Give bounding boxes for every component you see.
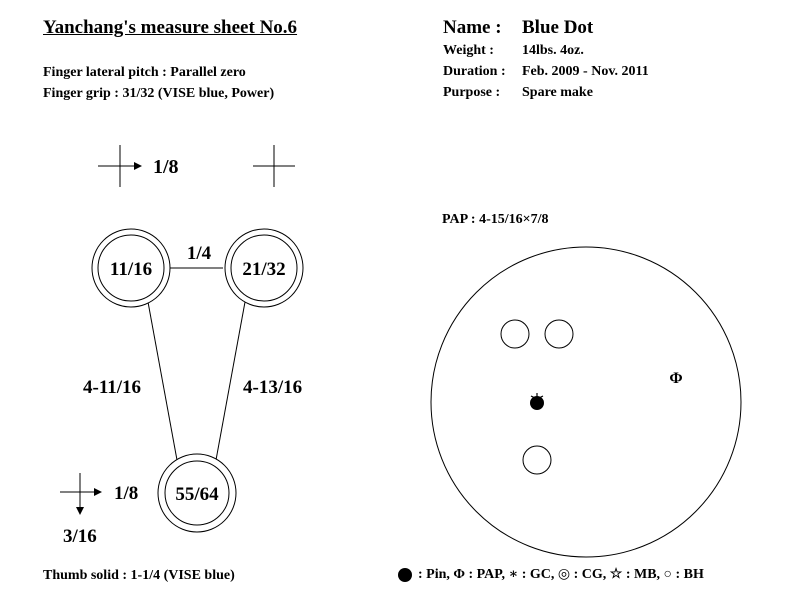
ball-thumb-hole (523, 446, 551, 474)
ball-name: Blue Dot (522, 17, 594, 38)
ball-name-label: Name : (443, 17, 502, 38)
pitch-crosshair-arrow-icon (98, 145, 140, 187)
legend-pin-icon (398, 568, 412, 582)
thumb-down-arrowhead-icon (76, 507, 84, 515)
right-finger-size: 21/32 (242, 259, 286, 280)
finger-lateral-pitch: Finger lateral pitch : Parallel zero (43, 65, 246, 80)
weight-label: Weight : (443, 43, 494, 58)
bowling-ball-outline (431, 247, 741, 557)
legend: : Pin, Φ : PAP, ∗ : GC, ◎ : CG, ☆ : MB, ○ : BH (418, 567, 704, 582)
duration-value: Feb. 2009 - Nov. 2011 (522, 64, 649, 79)
thumb-forward-pitch: 3/16 (63, 526, 97, 547)
thumb-right-arrowhead-icon (94, 488, 102, 496)
purpose-value: Spare make (522, 85, 593, 100)
left-span-label: 4-11/16 (83, 377, 142, 398)
duration-label: Duration : (443, 64, 506, 79)
top-pitch-label: 1/8 (153, 156, 179, 178)
thumb-size: 55/64 (175, 484, 219, 505)
span-lines (148, 268, 245, 460)
finger-span-between: 1/4 (186, 243, 212, 264)
crosshair-icon (253, 145, 295, 187)
right-span-label: 4-13/16 (243, 377, 303, 398)
pap-measure: PAP : 4-15/16×7/8 (442, 212, 549, 227)
sheet-title: Yanchang's measure sheet No.6 (43, 17, 298, 38)
right-arrowhead-icon (134, 162, 142, 170)
ball-finger-hole-right (545, 320, 573, 348)
finger-grip: Finger grip : 31/32 (VISE blue, Power) (43, 86, 275, 101)
purpose-label: Purpose : (443, 85, 501, 100)
pap-symbol: Φ (669, 370, 683, 387)
weight-value: 14lbs. 4oz. (522, 43, 584, 58)
left-finger-size: 11/16 (109, 259, 153, 280)
thumb-lateral-pitch: 1/8 (114, 483, 139, 504)
ball-finger-hole-left (501, 320, 529, 348)
thumb-solid: Thumb solid : 1-1/4 (VISE blue) (43, 568, 235, 583)
